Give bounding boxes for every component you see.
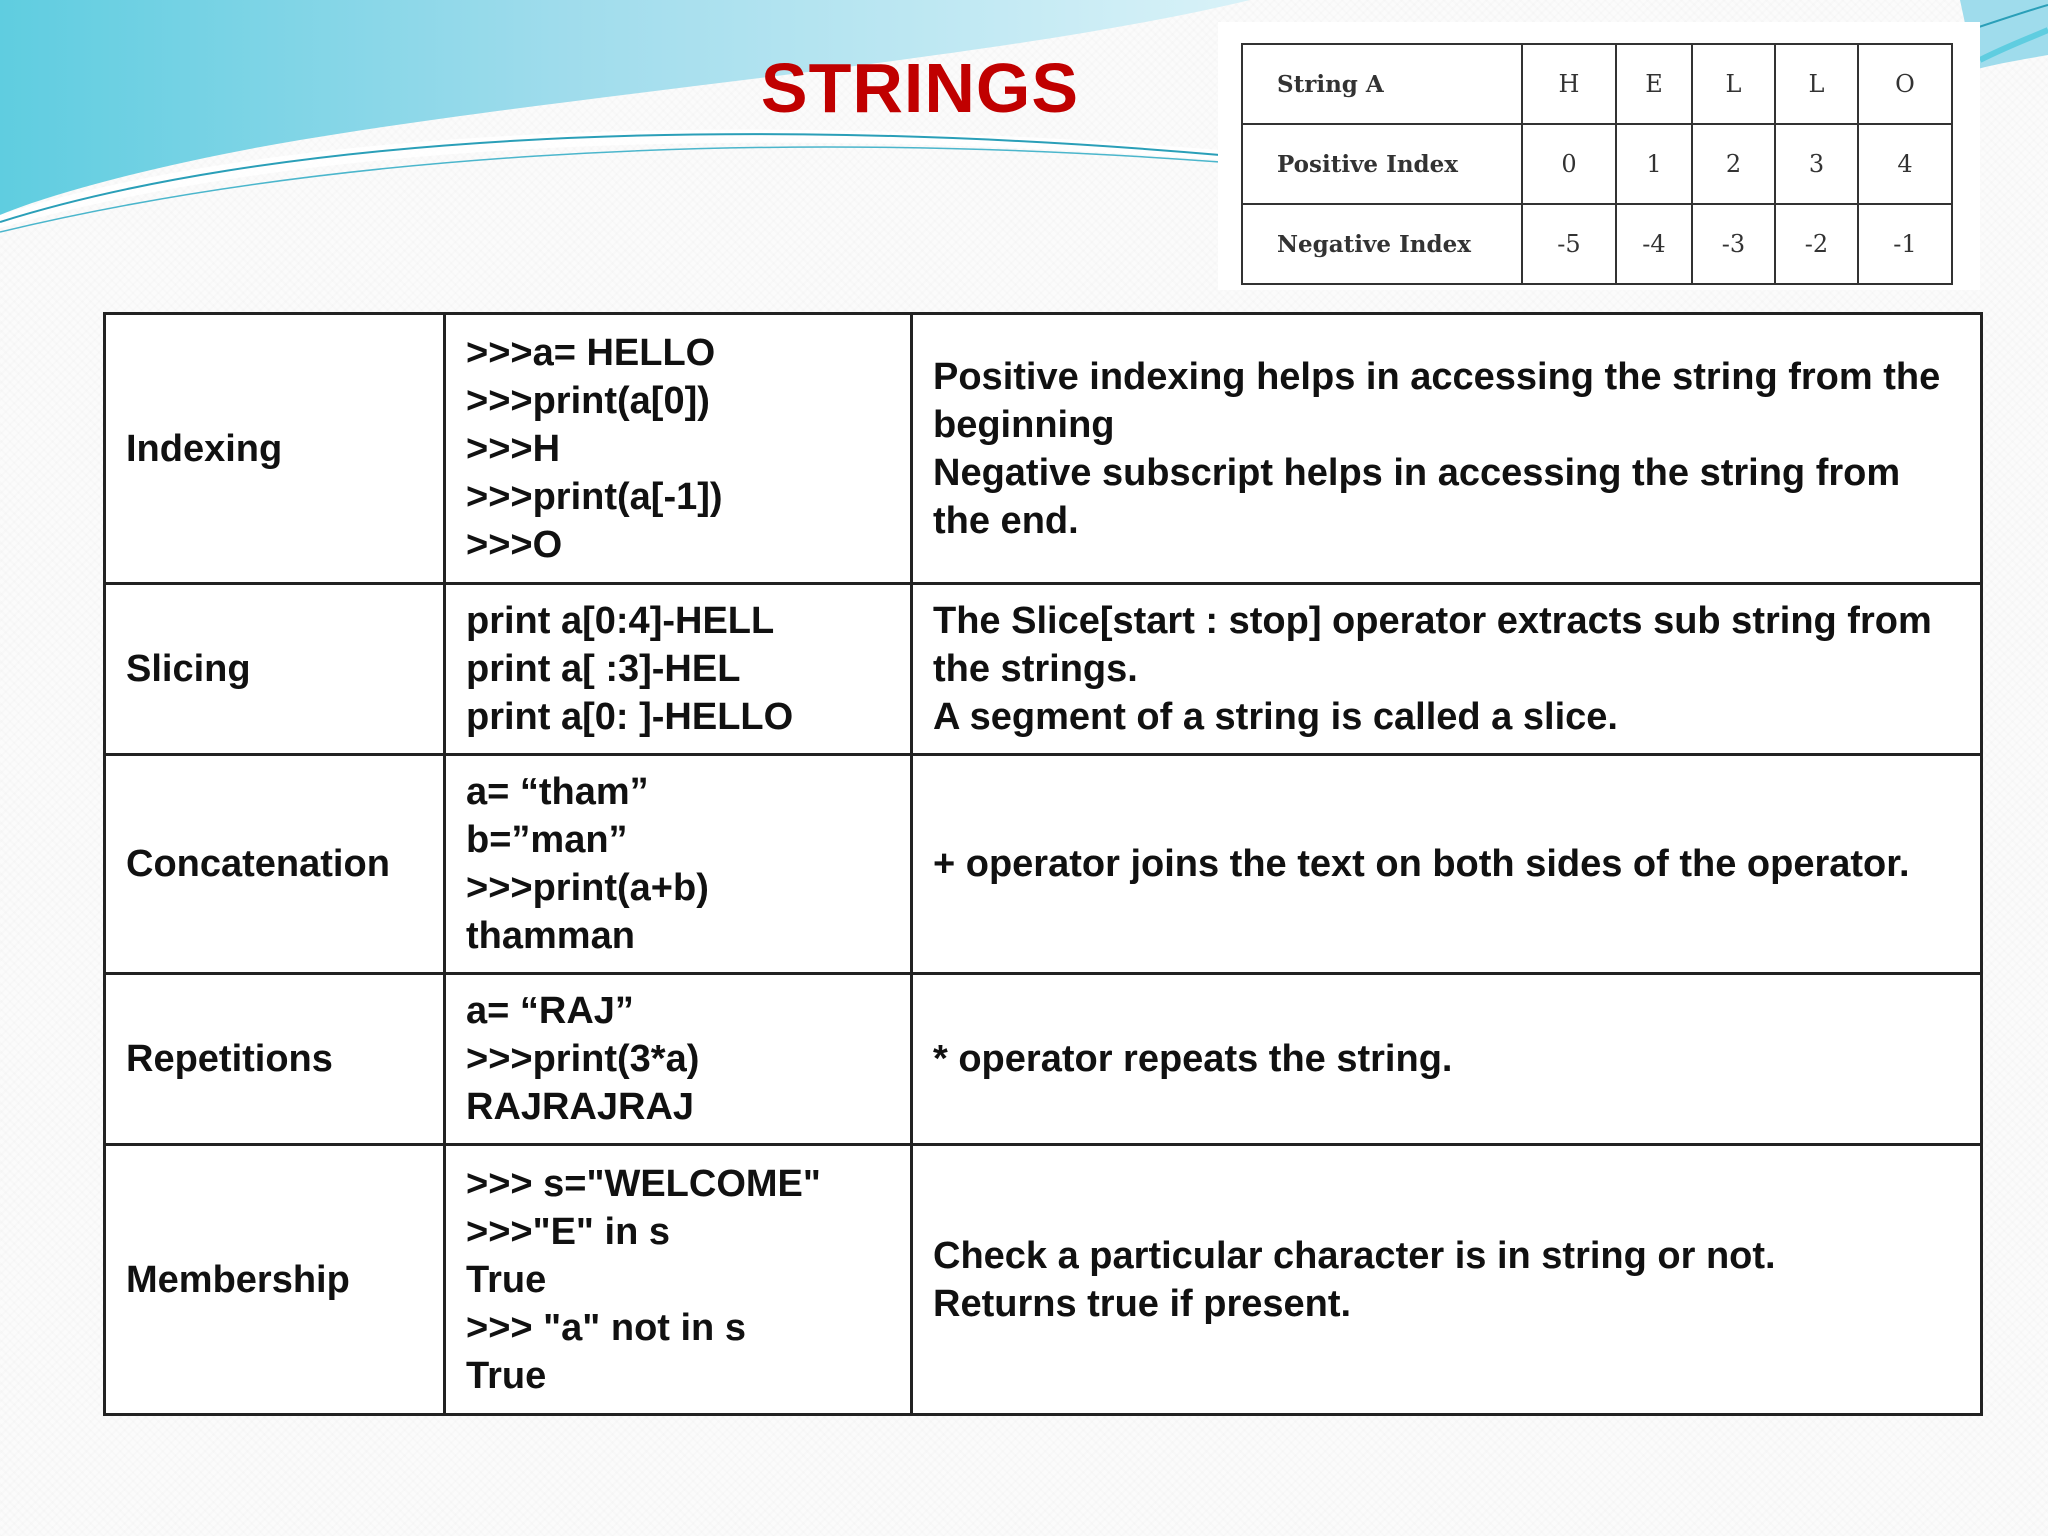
index-row-label: Positive Index [1242, 124, 1522, 204]
operation-name: Repetitions [105, 974, 445, 1145]
description-line: Returns true if present. [933, 1282, 1352, 1325]
example-line: >>>print(a+b) [466, 867, 709, 909]
operation-example [445, 755, 912, 974]
description-line: The Slice[start : stop] operator extracts sub string from the strings. [933, 600, 1932, 690]
index-cell: 0 [1522, 124, 1616, 204]
operation-description [912, 584, 1982, 755]
example-line: >>>print(a[-1]) [466, 475, 723, 518]
index-cell: 1 [1616, 124, 1692, 204]
description-line: Check a particular character is in string or not. [933, 1234, 1776, 1277]
index-cell: -4 [1616, 204, 1692, 284]
table-row-concatenation [105, 755, 1982, 974]
index-row-positive [1242, 124, 1952, 204]
index-cell: 4 [1858, 124, 1952, 204]
table-row-membership [105, 1145, 1982, 1415]
table-row-indexing [105, 314, 1982, 584]
example-line: >>>print(a[0]) [466, 379, 710, 422]
index-cell: -2 [1775, 204, 1858, 284]
example-line: >>>O [466, 523, 563, 566]
example-line: a= “RAJ” [466, 990, 634, 1032]
index-cell: 3 [1775, 124, 1858, 204]
index-cell: L [1775, 44, 1858, 124]
example-line: print a[ :3]-HEL [466, 648, 741, 690]
example-line: >>>H [466, 427, 561, 470]
table-row-slicing [105, 584, 1982, 755]
operation-name: Indexing [105, 314, 445, 584]
operation-description [912, 974, 1982, 1145]
index-row-string [1242, 44, 1952, 124]
operation-example [445, 1145, 912, 1415]
example-line: print a[0:4]-HELL [466, 600, 775, 642]
example-line: b=”man” [466, 819, 628, 861]
index-cell: 2 [1692, 124, 1775, 204]
index-cell: O [1858, 44, 1952, 124]
index-cell: H [1522, 44, 1616, 124]
index-cell: L [1692, 44, 1775, 124]
operation-description [912, 755, 1982, 974]
example-line: print a[0: ]-HELLO [466, 696, 794, 738]
operation-name: Membership [105, 1145, 445, 1415]
description-line: * operator repeats the string. [933, 1038, 1453, 1080]
operation-example [445, 974, 912, 1145]
example-line: True [466, 1354, 547, 1397]
table-row-repetitions [105, 974, 1982, 1145]
operation-name: Slicing [105, 584, 445, 755]
operation-description [912, 314, 1982, 584]
example-line: >>>a= HELLO [466, 331, 716, 374]
string-operations-table [103, 312, 1983, 1416]
description-line: Positive indexing helps in accessing the string from the beginning [933, 355, 1941, 446]
index-row-label: Negative Index [1242, 204, 1522, 284]
example-line: thamman [466, 915, 635, 957]
example-line: >>> s="WELCOME" [466, 1162, 821, 1205]
description-line: A segment of a string is called a slice. [933, 696, 1618, 738]
operation-name: Concatenation [105, 755, 445, 974]
string-index-table [1241, 43, 1953, 285]
index-row-negative [1242, 204, 1952, 284]
example-line: >>> "a" not in s [466, 1306, 746, 1349]
example-line: True [466, 1258, 547, 1301]
string-index-figure [1218, 22, 1980, 290]
operation-description [912, 1145, 1982, 1415]
index-row-label: String A [1242, 44, 1522, 124]
example-line: RAJRAJRAJ [466, 1086, 695, 1128]
index-cell: -5 [1522, 204, 1616, 284]
description-line: Negative subscript helps in accessing the string from the end. [933, 451, 1901, 542]
index-cell: -1 [1858, 204, 1952, 284]
index-cell: -3 [1692, 204, 1775, 284]
description-line: + operator joins the text on both sides of the operator. [933, 843, 1910, 885]
example-line: a= “tham” [466, 771, 649, 813]
operation-example [445, 314, 912, 584]
operation-example [445, 584, 912, 755]
slide-title: STRINGS [760, 49, 1080, 127]
example-line: >>>"E" in s [466, 1210, 670, 1253]
index-cell: E [1616, 44, 1692, 124]
example-line: >>>print(3*a) [466, 1038, 700, 1080]
